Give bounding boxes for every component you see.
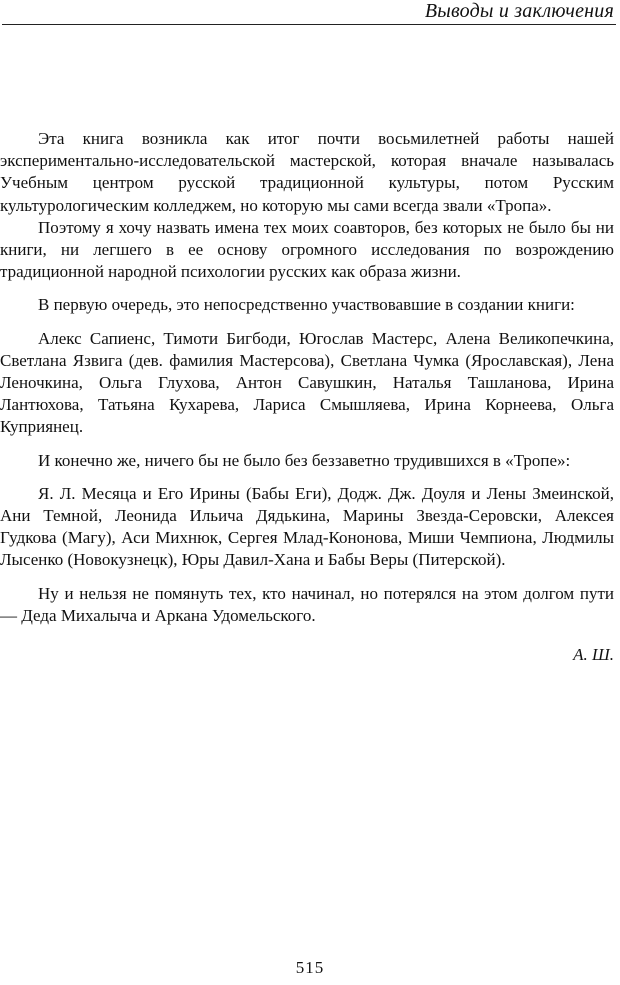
paragraph-first-group-heading: В первую очередь, это непосредственно участвовавшие в создании книги: — [38, 295, 575, 315]
running-header: Выводы и заключения — [424, 0, 614, 22]
body-text — [0, 128, 614, 666]
paragraph-closing: Ну и нельзя не помянуть тех, кто начинал, но потерялся на этом долгом пути — Деда Михалыча и Аркана Удомельского. — [0, 583, 614, 625]
header-rule — [2, 24, 616, 25]
page-number: 515 — [295, 958, 325, 977]
paragraph-intro: Эта книга возникла как итог почти восьмилетней работы нашей экспериментально-исследовательской мастерской, которая вначале называлась Учебным центром русской традиционной культуры, потом Русским культурологическим колледжем, но которую мы сами всегда звали «Тропа». — [0, 129, 614, 215]
signature: А. Ш. — [573, 645, 614, 665]
paragraph-second-group-heading: И конечно же, ничего бы не было без беззаветно трудившихся в «Тропе»: — [38, 450, 571, 470]
paragraph-coauthors: Поэтому я хочу назвать имена тех моих соавторов, без которых не было бы ни книги, ни легшего в ее основу огромного исследования по возрождению традиционной народной психологии русских как образа жизни. — [0, 217, 614, 282]
paragraph-second-group-names: Я. Л. Месяца и Его Ирины (Бабы Еги), Додж. Дж. Доуля и Лены Змеинской, Ани Темной, Леонида Ильича Дядькина, Марины Звезда-Серовски, Алексея Гудкова (Магу), Аси Михнюк, Сергея Млад-Кононова, Миши Чемпиона, Людмилы Лысенко (Новокузнецк), Юры Давил-Хана и Бабы Веры (Питерской). — [0, 483, 614, 570]
paragraph-first-group-names: Алекс Сапиенс, Тимоти Бигбоди, Югослав Мастерс, Алена Великопечкина, Светлана Язвига (дев. фамилия Мастерсова), Светлана Чумка (Ярославская), Лена Леночкина, Ольга Глухова, Антон Савушкин, Наталья Ташланова, Ирина Лантюхова, Татьяна Кухарева, Лариса Смышляева, Ирина Корнеева, Ольга Куприянец. — [0, 328, 614, 437]
